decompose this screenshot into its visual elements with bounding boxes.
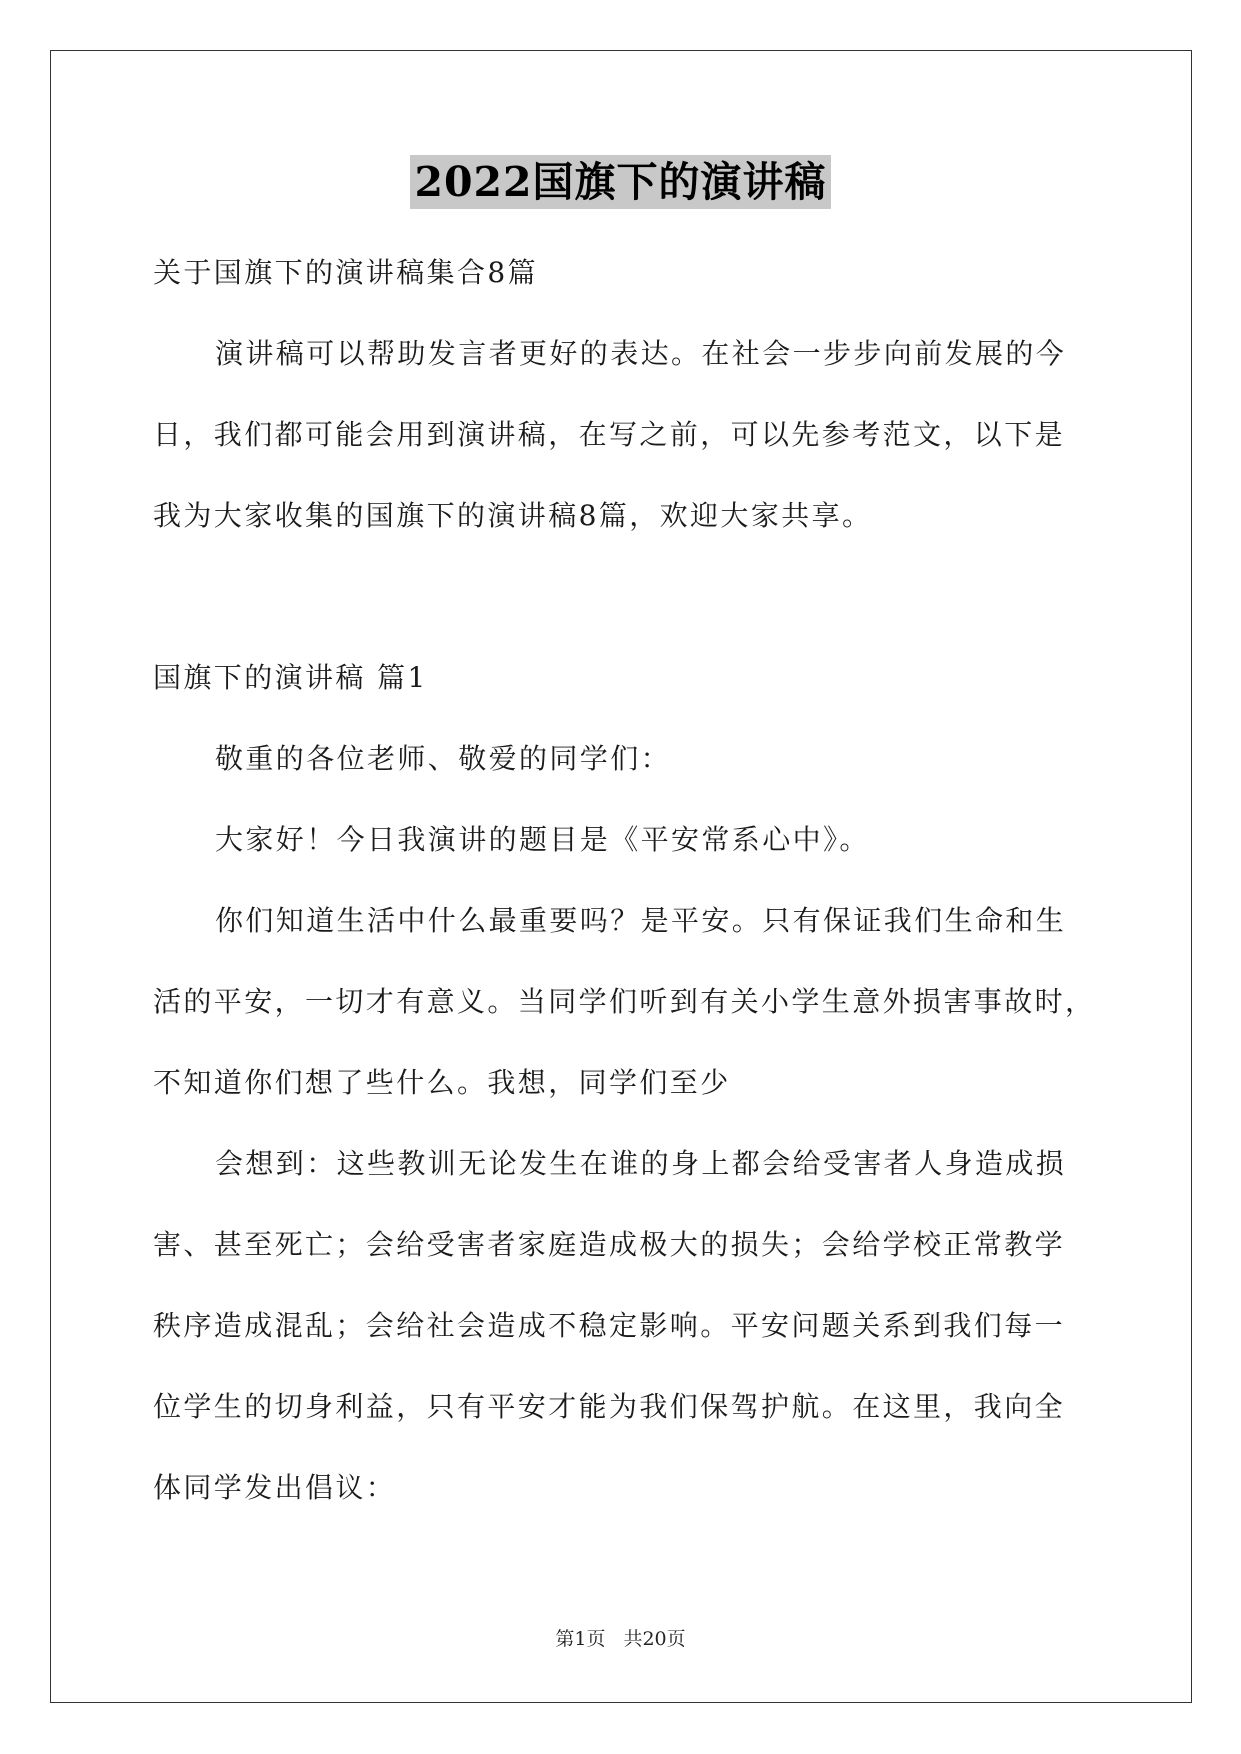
body-paragraph-line: 体同学发出倡议： [153,1471,397,1504]
intro-paragraph-line: 日，我们都可能会用到演讲稿，在写之前，可以先参考范文，以下是 [153,418,1066,451]
body-paragraph-line: 不知道你们想了些什么。我想，同学们至少 [153,1066,731,1099]
intro-paragraph-line: 演讲稿可以帮助发言者更好的表达。在社会一步步向前发展的今 [215,337,1067,370]
body-paragraph-line: 位学生的切身利益，只有平安才能为我们保驾护航。在这里，我向全 [153,1390,1066,1423]
paragraph-gap [153,556,1093,637]
body-paragraph-line: 会想到：这些教训无论发生在谁的身上都会给受害者人身造成损 [215,1147,1067,1180]
page-number: 第1页 [555,1628,606,1650]
subtitle: 关于国旗下的演讲稿集合8篇 [153,256,539,289]
body-paragraph-line: 秩序造成混乱；会给社会造成不稳定影响。平安问题关系到我们每一 [153,1309,1066,1342]
document-title: 2022国旗下的演讲稿 [410,155,830,209]
body-paragraph-line: 你们知道生活中什么最重要吗？是平安。只有保证我们生命和生 [215,904,1067,937]
page-total: 共20页 [623,1628,686,1650]
section-heading: 国旗下的演讲稿 篇1 [153,661,428,694]
salutation: 敬重的各位老师、敬爱的同学们： [215,742,672,775]
intro-paragraph-line: 我为大家收集的国旗下的演讲稿8篇，欢迎大家共享。 [153,499,873,532]
document-body [153,232,1096,1528]
body-paragraph-line: 活的平安，一切才有意义。当同学们听到有关小学生意外损害事故时， [153,985,1096,1018]
body-paragraph-line: 害、甚至死亡；会给受害者家庭造成极大的损失；会给学校正常教学 [153,1228,1066,1261]
page-footer [0,1624,1241,1651]
title-container [0,155,1241,209]
greeting: 大家好！今日我演讲的题目是《平安常系心中》。 [215,823,870,856]
